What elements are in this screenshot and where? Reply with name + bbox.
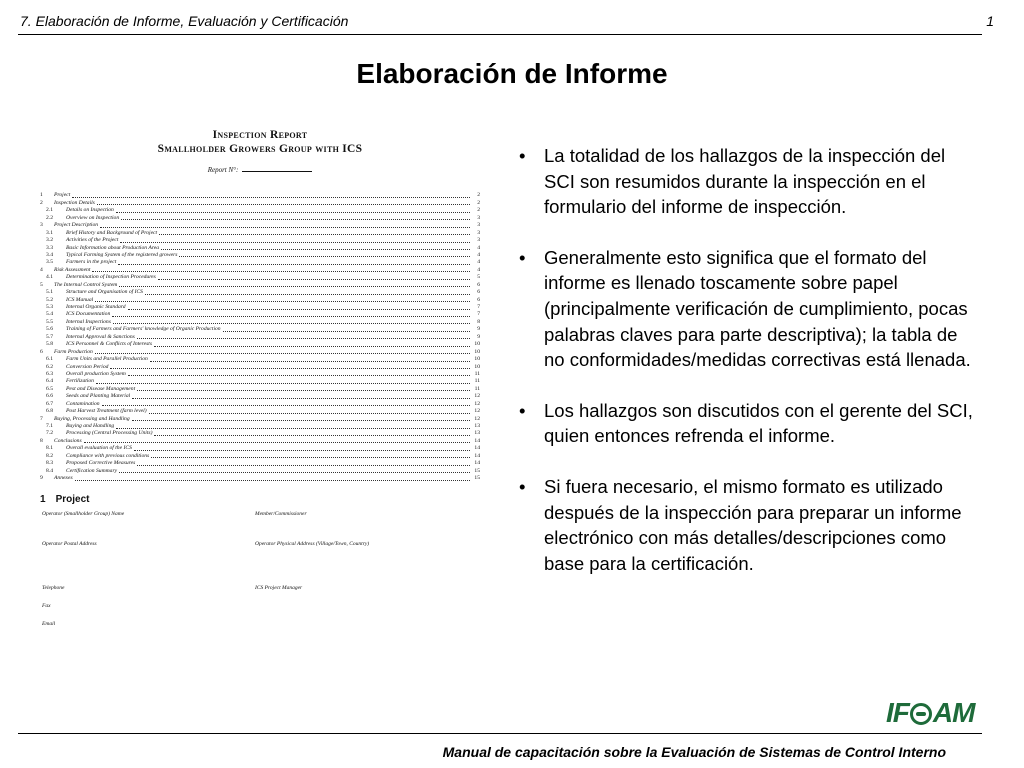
toc-number: 9 [40, 475, 43, 482]
toc-page: 9 [477, 333, 480, 340]
toc-number: 7.1 [46, 423, 53, 429]
project-form [40, 505, 480, 645]
toc-row [40, 252, 480, 259]
toc-entry-text: Seeds and Planting Material [66, 393, 131, 400]
toc-entry-text: Typical Farming System of the registered growers [66, 251, 178, 258]
bullet-item: • Si fuera necesario, el mismo formato es utilizado después de la inspección para preparar un informe electrónico con más detalles/descripciones como base para la certificación. [517, 474, 977, 576]
report-number [40, 166, 480, 174]
project-heading-num: 1 [40, 494, 46, 506]
toc-number: 7.2 [46, 430, 53, 437]
toc-row [40, 214, 480, 221]
toc-row [40, 304, 480, 311]
toc-dot-leader [128, 375, 470, 376]
toc-dot-leader [132, 398, 470, 399]
toc-dot-leader [95, 301, 470, 302]
toc-entry-text: Brief History and Background of Project [66, 229, 158, 236]
toc-number: 5 [40, 281, 43, 288]
toc-entry-text: Farmers in the project [66, 259, 117, 266]
toc-entry-text: Risk Assessment [54, 266, 91, 273]
toc-number: 3.5 [46, 259, 53, 266]
form-label-member: Member/Commissioner [255, 511, 307, 518]
logo-text-start: IF [886, 697, 909, 728]
toc-page: 15 [474, 475, 480, 482]
toc-dot-leader [120, 242, 470, 243]
toc-page: 8 [477, 318, 480, 325]
toc-entry-text: Overall production System [66, 370, 126, 377]
toc-row [40, 363, 480, 370]
toc-page: 14 [474, 445, 480, 452]
table-of-contents [40, 192, 480, 482]
toc-page: 5 [477, 274, 480, 281]
toc-row [40, 333, 480, 340]
toc-entry-text: ICS Manual [66, 296, 94, 303]
toc-row [40, 296, 480, 303]
toc-number: 2.1 [46, 207, 53, 214]
toc-dot-leader [137, 390, 470, 391]
toc-page: 3 [477, 237, 480, 244]
toc-dot-leader [154, 435, 470, 436]
toc-number: 3.2 [46, 237, 53, 244]
toc-page: 12 [474, 408, 480, 415]
toc-dot-leader [132, 420, 470, 421]
toc-row [40, 393, 480, 400]
toc-entry-text: Buying, Processing and Handling [54, 415, 130, 422]
toc-entry-text: Farm Production [54, 348, 93, 355]
toc-row [40, 237, 480, 244]
toc-row [40, 452, 480, 459]
project-heading-text: Project [55, 494, 90, 506]
toc-page: 11 [474, 378, 480, 385]
toc-row [40, 341, 480, 348]
toc-dot-leader [97, 204, 470, 205]
toc-dot-leader [128, 309, 470, 310]
toc-number: 5.4 [46, 311, 53, 318]
toc-row [40, 311, 480, 318]
toc-page: 13 [474, 430, 480, 437]
toc-entry-text: ICS Personnel & Conflicts of Interests [66, 341, 153, 348]
toc-row [40, 259, 480, 266]
toc-page: 14 [474, 437, 480, 444]
inspection-report-image [40, 128, 480, 718]
toc-entry-text: Internal Organic Standard [66, 304, 126, 310]
toc-number: 3 [40, 222, 43, 229]
toc-row [40, 437, 480, 444]
toc-page: 12 [474, 400, 480, 407]
toc-row [40, 423, 480, 430]
toc-row [40, 475, 480, 482]
form-label-operator-name: Operator (Smallholder Group) Name [42, 511, 125, 518]
toc-page: 3 [477, 229, 480, 236]
form-label-telephone: Telephone [42, 585, 65, 592]
toc-row [40, 289, 480, 296]
toc-row [40, 400, 480, 407]
toc-entry-text: Activities of the Project [66, 237, 119, 244]
toc-row [40, 244, 480, 251]
toc-entry-text: Proposed Corrective Measures [66, 460, 136, 467]
toc-number: 7 [40, 415, 43, 422]
toc-dot-leader [100, 227, 470, 228]
toc-entry-text: Buying and Handling [66, 423, 115, 429]
toc-number: 6.7 [46, 400, 53, 407]
footer-divider [18, 733, 982, 734]
toc-number: 5.2 [46, 296, 53, 303]
report-number-label: Report N°: [207, 166, 239, 174]
toc-entry-text: Internal Inspections [66, 318, 111, 325]
toc-entry-text: Compliance with previous conditions [66, 452, 150, 459]
toc-page: 6 [477, 289, 480, 296]
toc-number: 6.3 [46, 370, 53, 377]
toc-number: 8.2 [46, 452, 53, 459]
toc-row [40, 229, 480, 236]
toc-dot-leader [158, 279, 470, 280]
header-divider [18, 34, 982, 35]
toc-dot-leader [118, 264, 470, 265]
toc-row [40, 274, 480, 281]
toc-entry-text: Project Description [54, 222, 99, 229]
toc-entry-text: Project [54, 192, 71, 199]
toc-number: 4 [40, 266, 43, 273]
toc-row [40, 266, 480, 273]
bullet-item: • Los hallazgos son discutidos con el gerente del SCI, quien entonces refrenda el informe. [517, 398, 977, 449]
toc-number: 4.1 [46, 274, 53, 281]
toc-page: 6 [477, 281, 480, 288]
toc-entry-text: Inspection Details [54, 199, 95, 206]
toc-page: 7 [477, 304, 480, 310]
bullet-item: • La totalidad de los hallazgos de la inspección del SCI son resumidos durante la inspección en el formulario del informe de inspección. [517, 143, 977, 220]
toc-number: 6.4 [46, 378, 53, 385]
globe-icon [910, 703, 932, 725]
toc-row [40, 356, 480, 363]
toc-entry-text: Annexes [54, 475, 73, 482]
toc-entry-text: Internal Approval & Sanctions [66, 333, 135, 340]
report-title-line2: Smallholder Growers Group with ICS [157, 143, 363, 155]
toc-number: 6.2 [46, 363, 53, 370]
toc-number: 5.3 [46, 304, 53, 310]
toc-entry-text: Farm Units and Parallel Production [66, 356, 148, 363]
toc-dot-leader [102, 405, 470, 406]
toc-page: 3 [477, 214, 480, 221]
toc-dot-leader [121, 219, 470, 220]
toc-number: 8.4 [46, 467, 53, 474]
toc-page: 12 [474, 393, 480, 400]
toc-dot-leader [161, 249, 470, 250]
toc-page: 9 [477, 326, 480, 333]
toc-entry-text: Contamination [66, 400, 100, 407]
toc-page: 12 [474, 415, 480, 422]
toc-number: 1 [40, 192, 43, 199]
toc-number: 3.3 [46, 244, 53, 251]
toc-page: 10 [474, 348, 480, 355]
toc-page: 14 [474, 460, 480, 467]
toc-dot-leader [92, 271, 470, 272]
toc-number: 6.6 [46, 393, 53, 400]
toc-number: 6.1 [46, 356, 53, 363]
page-number: 1 [986, 13, 994, 29]
toc-dot-leader [116, 212, 470, 213]
bullet-list [517, 143, 977, 601]
toc-page: 4 [477, 266, 480, 273]
toc-entry-text: Pest and Disease Management [66, 385, 136, 392]
form-label-email: Email [42, 621, 56, 628]
toc-number: 5.8 [46, 341, 53, 348]
toc-page: 14 [474, 452, 480, 459]
toc-page: 3 [477, 222, 480, 229]
toc-page: 4 [477, 251, 480, 258]
toc-entry-text: Overview on Inspection [66, 214, 120, 221]
toc-row [40, 207, 480, 214]
toc-number: 8.3 [46, 460, 53, 467]
toc-dot-leader [154, 346, 470, 347]
toc-entry-text: Basic Information about Production Area [66, 244, 160, 251]
toc-page: 2 [477, 192, 480, 199]
toc-number: 8 [40, 437, 43, 444]
toc-entry-text: Determination of Inspection Procedures [66, 274, 156, 281]
toc-number: 6.8 [46, 408, 53, 415]
toc-row [40, 385, 480, 392]
toc-number: 6.5 [46, 385, 53, 392]
form-label-fax: Fax [42, 603, 51, 610]
toc-row [40, 318, 480, 325]
toc-number: 5.6 [46, 326, 53, 333]
form-label-physical-address: Operator Physical Address (Village/Town, Country) [255, 541, 370, 548]
toc-row [40, 348, 480, 355]
toc-dot-leader [145, 294, 470, 295]
toc-dot-leader [116, 428, 470, 429]
toc-dot-leader [137, 338, 470, 339]
toc-number: 6 [40, 348, 43, 355]
toc-dot-leader [95, 353, 470, 354]
logo-text-end: AM [932, 697, 975, 728]
toc-number: 8.1 [46, 445, 53, 452]
toc-row [40, 445, 480, 452]
toc-entry-text: Conclusions [54, 437, 82, 444]
toc-dot-leader [134, 450, 470, 451]
toc-dot-leader [75, 480, 470, 481]
toc-dot-leader [84, 442, 470, 443]
toc-page: 11 [474, 370, 480, 377]
toc-row [40, 408, 480, 415]
toc-page: 11 [474, 385, 480, 392]
report-title-line1: Inspection Report [212, 129, 308, 141]
toc-dot-leader [150, 361, 470, 362]
toc-row [40, 222, 480, 229]
toc-entry-text: ICS Documentation [66, 311, 111, 318]
toc-number: 5.7 [46, 333, 53, 340]
toc-entry-text: Post Harvest Treatment (farm level) [66, 408, 147, 415]
toc-row [40, 192, 480, 199]
toc-page: 15 [474, 467, 480, 474]
toc-entry-text: Training of Farmers and Farmers' knowledge of Organic Production [66, 326, 221, 333]
toc-page: 10 [474, 341, 480, 348]
toc-number: 3.1 [46, 229, 53, 236]
toc-dot-leader [179, 256, 470, 257]
toc-entry-text: Structure and Organisation of ICS [66, 289, 143, 296]
form-label-postal-address: Operator Postal Address [42, 541, 97, 548]
toc-row [40, 199, 480, 206]
toc-dot-leader [159, 234, 470, 235]
report-number-blank [242, 171, 312, 172]
toc-dot-leader [112, 316, 470, 317]
ifoam-logo [886, 697, 974, 729]
project-heading [40, 494, 480, 505]
toc-page: 10 [474, 356, 480, 363]
bullet-item: • Generalmente esto significa que el formato del informe es llenado toscamente sobre papel (principalmente verificación de cumplimiento, pocas palabras claves para parte descriptiva); la tabla de no conformidades/medidas correctivas está llenada. [517, 245, 977, 373]
toc-dot-leader [149, 413, 470, 414]
toc-entry-text: The Internal Control System [54, 281, 118, 288]
toc-row [40, 326, 480, 333]
toc-page: 2 [477, 199, 480, 206]
toc-entry-text: Certification Summary [66, 467, 118, 474]
toc-number: 2.2 [46, 214, 53, 221]
toc-dot-leader [72, 197, 470, 198]
toc-page: 4 [477, 244, 480, 251]
toc-entry-text: Fertilization [66, 378, 94, 385]
toc-page: 4 [477, 259, 480, 266]
toc-row [40, 415, 480, 422]
toc-number: 5.1 [46, 289, 53, 296]
toc-dot-leader [110, 368, 470, 369]
toc-number: 3.4 [46, 251, 53, 258]
toc-entry-text: Overall evaluation of the ICS [66, 445, 132, 452]
toc-entry-text: Conversion Period [66, 363, 109, 370]
footer-text: Manual de capacitación sobre la Evaluación de Sistemas de Control Interno [442, 744, 946, 760]
toc-dot-leader [223, 331, 470, 332]
toc-page: 2 [477, 207, 480, 214]
form-label-ics-manager: ICS Project Manager [255, 585, 303, 592]
section-header: 7. Elaboración de Informe, Evaluación y Certificación [20, 13, 349, 29]
toc-page: 7 [477, 311, 480, 318]
toc-number: 2 [40, 199, 43, 206]
toc-dot-leader [113, 323, 470, 324]
toc-dot-leader [137, 465, 470, 466]
toc-row [40, 460, 480, 467]
toc-dot-leader [119, 472, 470, 473]
toc-row [40, 430, 480, 437]
toc-page: 10 [474, 363, 480, 370]
toc-page: 13 [474, 423, 480, 429]
toc-entry-text: Processing (Central Processing Units) [66, 430, 153, 437]
toc-row [40, 281, 480, 288]
slide-title: Elaboración de Informe [356, 58, 668, 89]
toc-row [40, 467, 480, 474]
toc-page: 6 [477, 296, 480, 303]
toc-row [40, 378, 480, 385]
toc-row [40, 371, 480, 378]
toc-number: 5.5 [46, 318, 53, 325]
toc-dot-leader [119, 286, 470, 287]
toc-dot-leader [96, 383, 470, 384]
toc-entry-text: Details on Inspection [66, 207, 114, 214]
toc-dot-leader [151, 457, 470, 458]
